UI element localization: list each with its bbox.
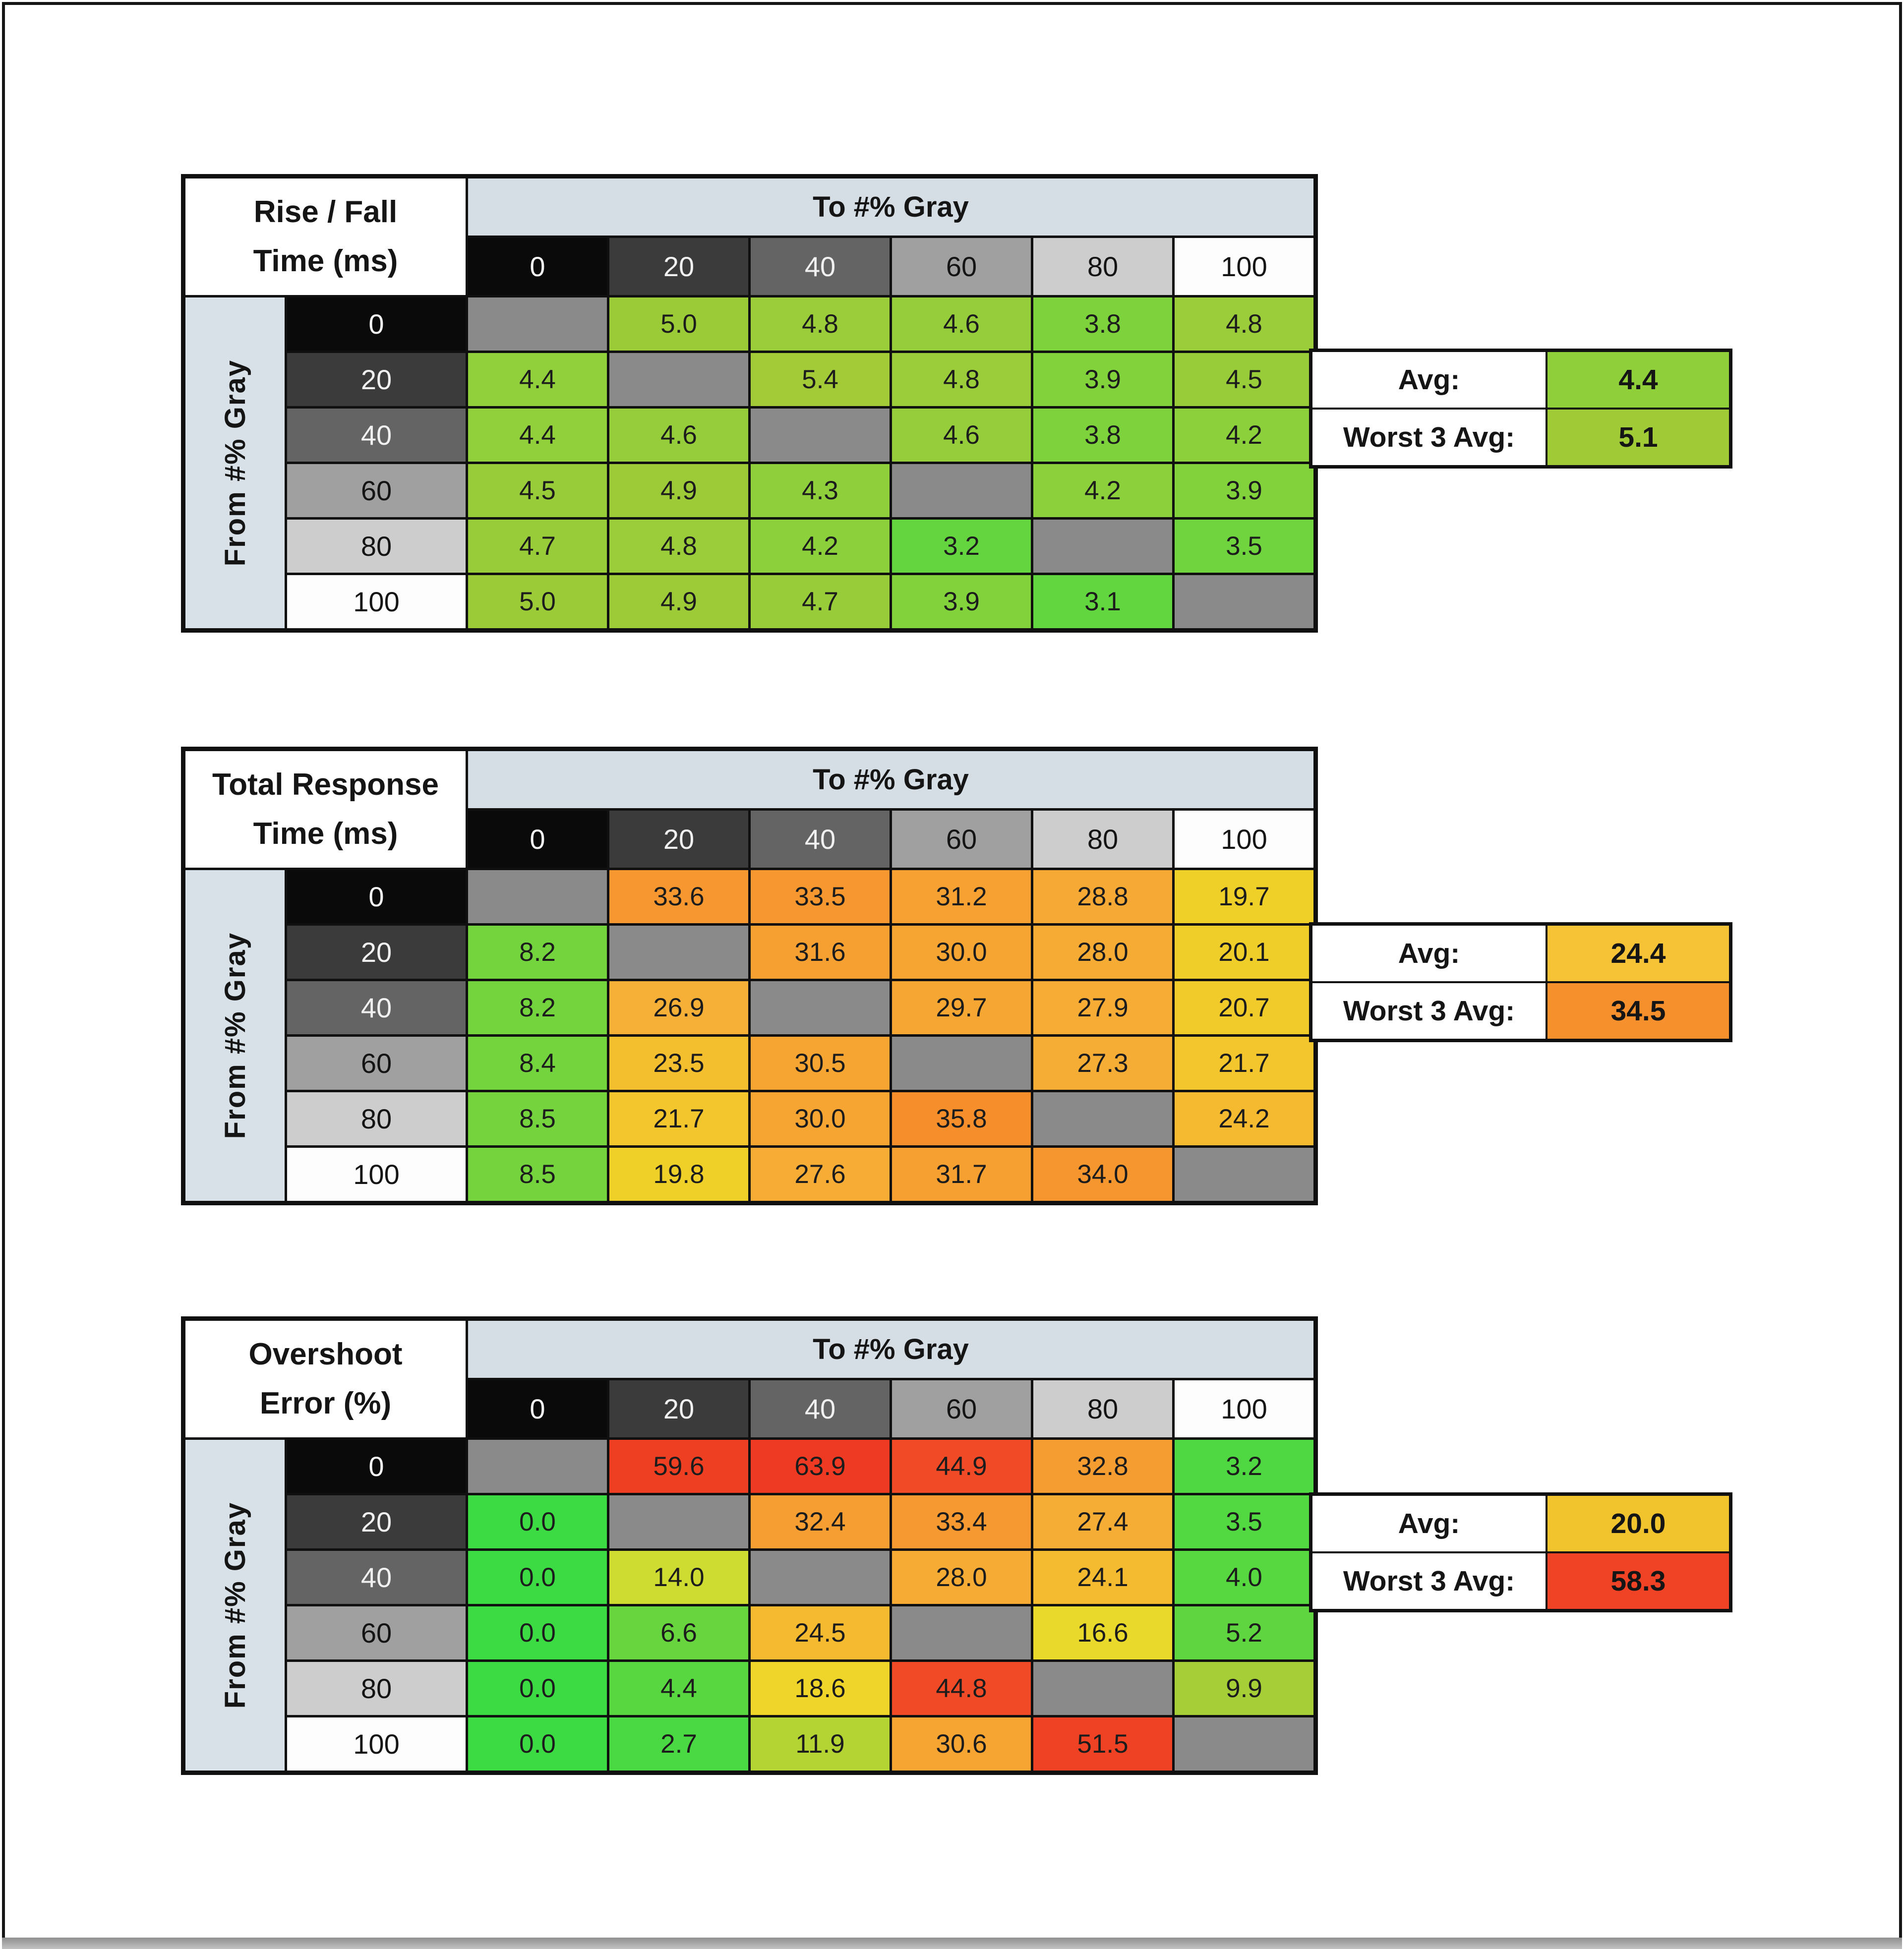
- value-cell: 31.6: [751, 926, 890, 979]
- value-cell: 27.9: [1033, 981, 1172, 1034]
- col-header-60: 60: [892, 811, 1031, 868]
- total-response-title: [185, 751, 466, 868]
- value-cell: 32.4: [751, 1495, 890, 1548]
- value-cell: 31.7: [892, 1148, 1031, 1201]
- value-cell: 27.4: [1033, 1495, 1172, 1548]
- value-cell: 28.0: [892, 1551, 1031, 1604]
- rise-fall-title: [185, 178, 466, 295]
- value-cell: 35.8: [892, 1092, 1031, 1145]
- diagonal-cell: [1033, 1662, 1172, 1715]
- value-cell: 4.8: [1175, 297, 1313, 351]
- value-cell: 3.9: [1175, 464, 1313, 517]
- col-header-60: 60: [892, 1380, 1031, 1437]
- value-cell: 4.0: [1175, 1551, 1313, 1604]
- value-cell: 0.0: [468, 1606, 607, 1659]
- from-gray-label: From #% Gray: [219, 359, 251, 567]
- col-header-20: 20: [609, 1380, 748, 1437]
- value-cell: 21.7: [1175, 1037, 1313, 1090]
- diagonal-cell: [468, 297, 607, 351]
- value-cell: 3.9: [1033, 353, 1172, 406]
- diagonal-cell: [1033, 520, 1172, 573]
- table-title-line2: Time (ms): [253, 817, 398, 851]
- row-header-0: 0: [287, 297, 466, 351]
- value-cell: 24.5: [751, 1606, 890, 1659]
- value-cell: 4.5: [1175, 353, 1313, 406]
- value-cell: 4.7: [751, 575, 890, 628]
- value-cell: 18.6: [751, 1662, 890, 1715]
- value-cell: 27.6: [751, 1148, 890, 1201]
- row-header-60: 60: [287, 1606, 466, 1659]
- diagonal-cell: [468, 1440, 607, 1493]
- value-cell: 9.9: [1175, 1662, 1313, 1715]
- row-header-20: 20: [287, 926, 466, 979]
- worst3-avg-value: 58.3: [1547, 1553, 1729, 1609]
- value-cell: 26.9: [609, 981, 748, 1034]
- col-header-100: 100: [1175, 811, 1313, 868]
- value-cell: 33.4: [892, 1495, 1031, 1548]
- overshoot-title: [185, 1321, 466, 1437]
- avg-label: Avg:: [1312, 352, 1546, 408]
- value-cell: 19.7: [1175, 870, 1313, 923]
- rise-fall-table: [181, 174, 1318, 633]
- value-cell: 21.7: [609, 1092, 748, 1145]
- value-cell: 24.1: [1033, 1551, 1172, 1604]
- col-header-80: 80: [1033, 238, 1172, 295]
- col-header-100: 100: [1175, 238, 1313, 295]
- value-cell: 14.0: [609, 1551, 748, 1604]
- diagonal-cell: [751, 981, 890, 1034]
- row-header-80: 80: [287, 1662, 466, 1715]
- value-cell: 0.0: [468, 1662, 607, 1715]
- row-header-20: 20: [287, 353, 466, 406]
- value-cell: 3.1: [1033, 575, 1172, 628]
- value-cell: 0.0: [468, 1495, 607, 1548]
- table-title-line1: Rise / Fall: [253, 195, 398, 229]
- value-cell: 11.9: [751, 1717, 890, 1771]
- diagonal-cell: [609, 1495, 748, 1548]
- value-cell: 8.5: [468, 1092, 607, 1145]
- value-cell: 4.6: [892, 409, 1031, 462]
- worst3-avg-label: Worst 3 Avg:: [1312, 983, 1546, 1039]
- value-cell: 44.8: [892, 1662, 1031, 1715]
- value-cell: 5.2: [1175, 1606, 1313, 1659]
- value-cell: 63.9: [751, 1440, 890, 1493]
- overshoot-table: [181, 1316, 1318, 1775]
- value-cell: 30.6: [892, 1717, 1031, 1771]
- total-response-table: [181, 747, 1318, 1205]
- table-title-line1: Overshoot: [248, 1337, 403, 1371]
- worst3-avg-value: 5.1: [1547, 410, 1729, 465]
- value-cell: 28.0: [1033, 926, 1172, 979]
- from-gray-label: From #% Gray: [219, 932, 251, 1139]
- diagonal-cell: [1175, 1717, 1313, 1771]
- value-cell: 5.0: [468, 575, 607, 628]
- value-cell: 32.8: [1033, 1440, 1172, 1493]
- value-cell: 51.5: [1033, 1717, 1172, 1771]
- col-header-80: 80: [1033, 1380, 1172, 1437]
- value-cell: 4.6: [609, 409, 748, 462]
- value-cell: 8.2: [468, 981, 607, 1034]
- value-cell: 30.0: [751, 1092, 890, 1145]
- diagonal-cell: [468, 870, 607, 923]
- row-header-40: 40: [287, 981, 466, 1034]
- worst3-avg-label: Worst 3 Avg:: [1312, 410, 1546, 465]
- value-cell: 3.2: [1175, 1440, 1313, 1493]
- value-cell: 8.5: [468, 1148, 607, 1201]
- from-gray-header: [185, 870, 285, 1201]
- value-cell: 4.8: [609, 520, 748, 573]
- value-cell: 3.2: [892, 520, 1031, 573]
- col-header-100: 100: [1175, 1380, 1313, 1437]
- diagonal-cell: [751, 1551, 890, 1604]
- value-cell: 33.6: [609, 870, 748, 923]
- value-cell: 4.2: [1175, 409, 1313, 462]
- value-cell: 28.8: [1033, 870, 1172, 923]
- worst3-avg-label: Worst 3 Avg:: [1312, 1553, 1546, 1609]
- row-header-80: 80: [287, 1092, 466, 1145]
- col-header-40: 40: [751, 238, 890, 295]
- screenshot-frame: [2, 2, 1902, 1941]
- col-header-60: 60: [892, 238, 1031, 295]
- from-gray-label: From #% Gray: [219, 1501, 251, 1709]
- value-cell: 4.2: [1033, 464, 1172, 517]
- col-header-20: 20: [609, 811, 748, 868]
- avg-label: Avg:: [1312, 926, 1546, 981]
- total-response-avg-panel: [1309, 922, 1732, 1042]
- row-header-40: 40: [287, 409, 466, 462]
- value-cell: 30.5: [751, 1037, 890, 1090]
- value-cell: 44.9: [892, 1440, 1031, 1493]
- value-cell: 3.8: [1033, 409, 1172, 462]
- avg-value: 20.0: [1547, 1496, 1729, 1551]
- row-header-100: 100: [287, 1717, 466, 1771]
- table-title-line2: Time (ms): [253, 244, 398, 278]
- row-header-20: 20: [287, 1495, 466, 1548]
- from-gray-header: [185, 1440, 285, 1771]
- value-cell: 3.8: [1033, 297, 1172, 351]
- row-header-0: 0: [287, 870, 466, 923]
- value-cell: 4.5: [468, 464, 607, 517]
- rise-fall-avg-panel: [1309, 349, 1732, 469]
- col-header-40: 40: [751, 811, 890, 868]
- value-cell: 0.0: [468, 1717, 607, 1771]
- value-cell: 19.8: [609, 1148, 748, 1201]
- value-cell: 4.9: [609, 464, 748, 517]
- col-header-40: 40: [751, 1380, 890, 1437]
- value-cell: 24.2: [1175, 1092, 1313, 1145]
- value-cell: 0.0: [468, 1551, 607, 1604]
- col-header-20: 20: [609, 238, 748, 295]
- row-header-100: 100: [287, 1148, 466, 1201]
- value-cell: 4.6: [892, 297, 1031, 351]
- diagonal-cell: [892, 464, 1031, 517]
- value-cell: 5.4: [751, 353, 890, 406]
- value-cell: 4.3: [751, 464, 890, 517]
- avg-value: 24.4: [1547, 926, 1729, 981]
- diagonal-cell: [609, 926, 748, 979]
- to-gray-header: To #% Gray: [468, 751, 1313, 808]
- value-cell: 4.2: [751, 520, 890, 573]
- row-header-100: 100: [287, 575, 466, 628]
- from-gray-header: [185, 297, 285, 628]
- value-cell: 5.0: [609, 297, 748, 351]
- value-cell: 4.4: [468, 353, 607, 406]
- diagonal-cell: [1033, 1092, 1172, 1145]
- value-cell: 2.7: [609, 1717, 748, 1771]
- value-cell: 20.7: [1175, 981, 1313, 1034]
- col-header-0: 0: [468, 1380, 607, 1437]
- avg-value: 4.4: [1547, 352, 1729, 408]
- row-header-40: 40: [287, 1551, 466, 1604]
- table-title-line2: Error (%): [259, 1386, 392, 1420]
- diagonal-cell: [1175, 1148, 1313, 1201]
- value-cell: 4.8: [751, 297, 890, 351]
- value-cell: 29.7: [892, 981, 1031, 1034]
- diagonal-cell: [751, 409, 890, 462]
- value-cell: 30.0: [892, 926, 1031, 979]
- col-header-0: 0: [468, 238, 607, 295]
- avg-label: Avg:: [1312, 1496, 1546, 1551]
- value-cell: 3.5: [1175, 520, 1313, 573]
- diagonal-cell: [892, 1037, 1031, 1090]
- value-cell: 3.9: [892, 575, 1031, 628]
- overshoot-avg-panel: [1309, 1492, 1732, 1612]
- value-cell: 4.9: [609, 575, 748, 628]
- value-cell: 8.4: [468, 1037, 607, 1090]
- value-cell: 4.8: [892, 353, 1031, 406]
- value-cell: 59.6: [609, 1440, 748, 1493]
- value-cell: 27.3: [1033, 1037, 1172, 1090]
- value-cell: 4.4: [468, 409, 607, 462]
- to-gray-header: To #% Gray: [468, 1321, 1313, 1378]
- value-cell: 3.5: [1175, 1495, 1313, 1548]
- row-header-60: 60: [287, 464, 466, 517]
- value-cell: 16.6: [1033, 1606, 1172, 1659]
- value-cell: 6.6: [609, 1606, 748, 1659]
- col-header-0: 0: [468, 811, 607, 868]
- diagonal-cell: [892, 1606, 1031, 1659]
- worst3-avg-value: 34.5: [1547, 983, 1729, 1039]
- value-cell: 23.5: [609, 1037, 748, 1090]
- value-cell: 20.1: [1175, 926, 1313, 979]
- row-header-0: 0: [287, 1440, 466, 1493]
- to-gray-header: To #% Gray: [468, 178, 1313, 236]
- row-header-80: 80: [287, 520, 466, 573]
- diagonal-cell: [609, 353, 748, 406]
- col-header-80: 80: [1033, 811, 1172, 868]
- value-cell: 4.7: [468, 520, 607, 573]
- value-cell: 31.2: [892, 870, 1031, 923]
- row-header-60: 60: [287, 1037, 466, 1090]
- value-cell: 4.4: [609, 1662, 748, 1715]
- value-cell: 34.0: [1033, 1148, 1172, 1201]
- table-title-line1: Total Response: [212, 768, 439, 802]
- diagonal-cell: [1175, 575, 1313, 628]
- value-cell: 8.2: [468, 926, 607, 979]
- value-cell: 33.5: [751, 870, 890, 923]
- window-bottom-edge: [2, 1938, 1902, 1949]
